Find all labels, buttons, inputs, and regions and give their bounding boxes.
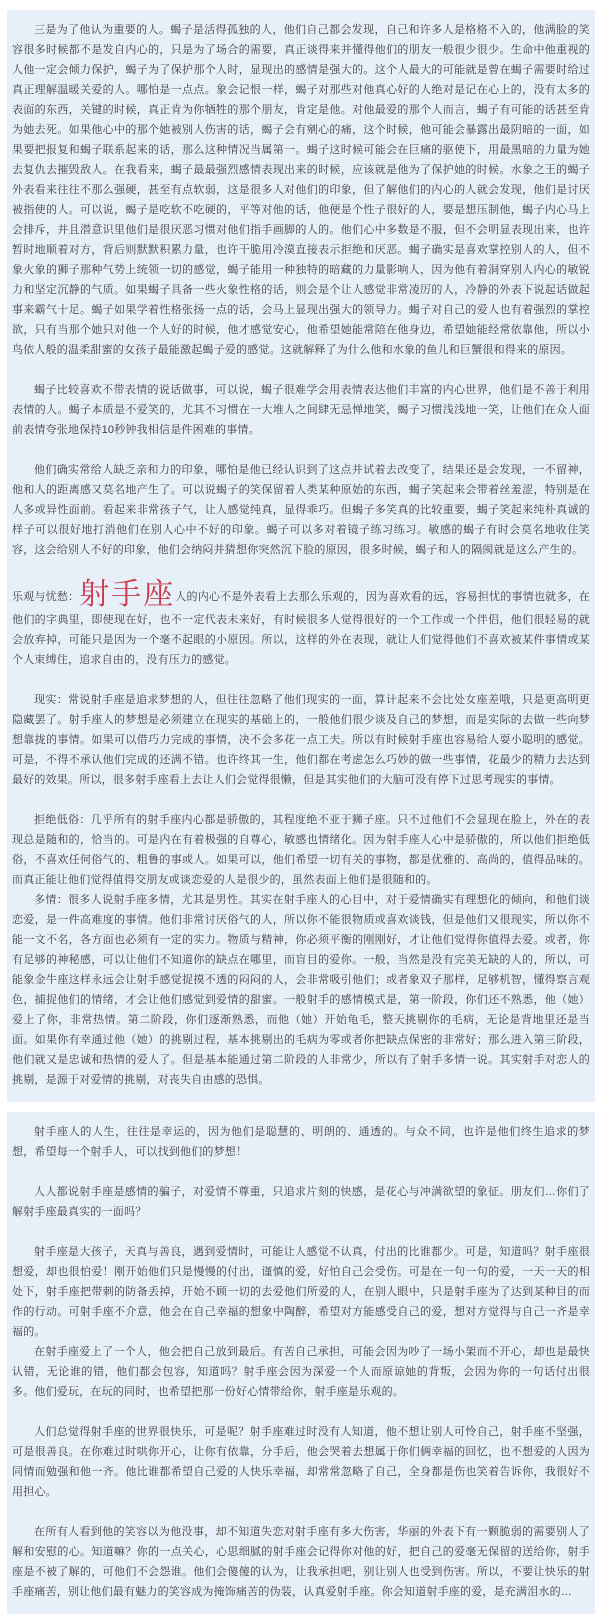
paragraph: 蝎子比较喜欢不带表情的说话做事，可以说，蝎子很难学会用表情表达他们丰富的内心世界，他们是不善于利用表情的人。蝎子本质是不爱笑的，尤其不习惯在一大堆人之间肆无忌惮地笑，蝎子习惯浅浅地一笑，让他们在众人面前表情夸张地保持10秒钟我相信是件困难的事情。 [12, 384, 590, 436]
paragraph-with-inline-heading [12, 580, 590, 670]
sagittarius-title: 射手座 [79, 578, 176, 611]
sagittarius-text-panel [7, 1112, 595, 1614]
paragraph: 人人都说射手座是感情的骗子，对爱情不尊重，只追求片刻的快感，是花心与冲满欲望的象征。朋友们…你们了解射手座最真实的一面吗？ [12, 1186, 590, 1218]
heading-prefix-label: 乐观与忧愁： [12, 591, 80, 603]
paragraph: 射手座人的人生，往往是幸运的，因为他们是聪慧的、明朗的、通透的。与众不同，也许是他们终生追求的梦想，希望每一个射手人，可以找到他们的梦想！ [12, 1126, 590, 1158]
paragraph: 拒绝低俗：几乎所有的射手座内心都是骄傲的，其程度绝不亚于狮子座。只不过他们不会显现在脸上，外在的表现总是随和的，恰当的。可是内在有着极强的自尊心，敏感也情绪化。因为射手座人心中是骄傲的，所以他们拒绝低俗，不喜欢任何俗气的、粗鲁的事或人。如果可以，他们希望一切有关的事物，都是优雅的、高尚的，值得品味的。而真正能让他们觉得值得交朋友或谈恋爱的人是很少的，虽然表面上他们是很随和的。 [12, 814, 590, 886]
paragraph-text: 人的内心不是外表看上去那么乐观的，因为喜欢看的远，容易担忧的事情也就多，在他们的字典里，即使现在好，也不一定代表未来好，有时候很多人觉得很好的一个工作或一个伴侣，他们很轻易的就会放弃掉，可能只是因为一个毫不起眼的小原因。所以，这样的外在表现，就让人们觉得他们不喜欢被某件事情或某个人束缚住，追求自由的，没有压力的感觉。 [12, 591, 591, 666]
paragraph: 三是为了他认为重要的人。蝎子是活得孤独的人，他们自己都会发现，自己和许多人是格格不入的，他满脸的笑容很多时候都不是发自内心的，只是为了场合的需要，真正谈得来并懂得他们的朋友一般很少很少。生命中他重视的人他一定会倾力保护，蝎子为了保护那个人时，显现出的感情是强大的。这个人最大的可能就是曾在蝎子需要时给过真正理解温暖关爱的人。哪怕是一点点。象会记恨一样，蝎子对那些对他真心好的人绝对是记在心上的，没有太多的表面的东西，关键的时候，真正肯为你牺牲的那个朋友，肯定是他。对他最爱的那个人而言，蝎子有可能的话甚至肯为她去死。如果他心中的那个她被别人伤害的话，蝎子会有剜心的痛，这个时候，他可能会暴露出最阴暗的一面，如果要把报复和蝎子联系起来的话，那么这种情况当属第一。蝎子这时候可能会在巨痛的驱使下，用最黑暗的力量为她去复仇去摧毁敌人。在我看来，蝎子最最强烈感情表现出来的时候，应该就是他为了保护她的时候。水象之王的蝎子外表看来往往不那么强硬，甚至有点软弱，这是很多人对他们的印象，但了解他们的内心的人就会发现，他们是讨厌被指使的人。可以说，蝎子是吃软不吃硬的，平等对他的话，他便是个性子很好的人，要是想压制他，蝎子内心马上会排斥，并且潜意识里他们是很厌恶习惯对他们指手画脚的人的。他们心中多数是不服，但不会明显表现出来，也许暂时地顺着对方，背后则默默积累力量，也许干脆用冷漠直接表示拒绝和厌恶。蝎子确实是喜欢掌控别人的人，但不象火象的狮子那种气势上统领一切的感觉，蝎子能用一种独特的暗藏的力量影响人，因为他有着洞穿别人内心的敏锐力和坚定沉静的气质。如果蝎子具备一些火象性格的话，则会是个让人感觉非常凌厉的人，冷静的外表下说起话做起事来霸气十足。蝎子如果学着性格张扬一点的话，会马上显现出强大的领导力。蝎子对自己的爱人也有着强烈的掌控欲，只有当那个她只对他一个人好的时候，他才感觉安心，他希望她能常陪在他身边，希望她能经常依靠他，所以小鸟依人般的温柔甜蜜的女孩子最能激起蝎子爱的感觉。这就解释了为什么他和水象的鱼儿和巨蟹很和得来的原因。 [12, 24, 590, 356]
paragraph: 他们确实常给人缺乏亲和力的印象，哪怕是他已经认识到了这点并试着去改变了，结果还是会发现，一不留神，他和人的距离感又莫名地产生了。可以说蝎子的笑保留着人类某种原始的东西，蝎子笑起来会带着丝羞涩，特别是在人多或异性面前。看起来非常孩子气，让人感觉纯真，显得乖巧。但蝎子多笑真的比较重要，蝎子笑起来纯朴真诚的样子可以很好地打消他们在别人心中不好的印象。蝎子可以多对着镜子练习练习。敏感的蝎子有时会莫名地收住笑容，这会给别人不好的印象，他们会纳闷并猜想你突然沉下脸的原因，很多时候，蝎子和人的隔阂就是这么产生的。 [12, 464, 590, 556]
paragraph: 在射手座爱上了一个人，他会把自己放到最后。有苦自己承担，可能会因为吵了一场小架而不开心，却也是最快认错，无论谁的错，他们都会包容，知道吗？射手座会因为深爱一个人而原谅她的背叛，会因为你的一句话付出很多。他们爱玩，在玩的同时，也希望把那一份好心情带给你，射手座是乐观的。 [12, 1346, 590, 1398]
scorpio-text-panel [7, 10, 595, 1102]
paragraph: 现实：常说射手座是追求梦想的人，但往往忽略了他们现实的一面，算计起来不会比处女座差哦，只是更高明更隐藏罢了。射手座人的梦想是必须建立在现实的基础上的，一般他们很少谈及自己的梦想，而是实际的去做一些向梦想靠拢的事情。如果可以借巧力完成的事情，决不会多花一点工夫。所以有时候射手座也容易给人耍小聪明的感觉。可是，不得不承认他们完成的还满不错。也许终其一生，他们都在考虑怎么巧妙的做一些事情，花最少的精力去达到最好的效果。所以，很多射手座看上去让人们会觉得很懒，但是其实他们的大脑可没有停下过思考现实的事情。 [12, 694, 590, 786]
paragraph: 射手座是大孩子，天真与善良，遇到爱情时，可能让人感觉不认真，付出的比谁都少。可是，知道吗？射手座很想爱，却也很怕爱！刚开始他们只是慢慢的付出，谨慎的爱，好怕自己会受伤。可是在一句一句的爱，一天一天的相处下，射手座把带刺的防备丢掉，开始不顾一切的去爱他们所爱的人，在别人眼中，只是射手座为了达到某种目的而作的行动。可射手座不介意，他会在自己幸福的想象中陶醉，希望对方能感受自己的爱，想对方觉得与自己一齐是幸福的。 [12, 1246, 590, 1338]
paragraph: 人们总觉得射手座的世界很快乐，可是呢？射手座难过时没有人知道，他不想让别人可怜自己，射手座不坚强，可是很善良。在你难过时哄你开心，让你有依靠，分手后，他会哭着去想属于你们俩幸福的回忆，也不想爱的人因为同情而勉强和他一齐。他比谁都希望自己爱的人快乐幸福，却常常忽略了自己，全身都是伤也笑着告诉你，我很好不用担心。 [12, 1426, 590, 1498]
paragraph: 在所有人看到他的笑容以为他没事，却不知道失恋对射手座有多大伤害，华丽的外表下有一颗脆弱的需要别人了解和安慰的心。知道嘛？你的一点关心，心思细腻的射手座会记得你对他的好，把自己的爱毫无保留的送给你，射手座是不被了解的，可他们不会怨谁。他们会傻傻的认为，让我承担吧，别让别人也受到伤害。所以，不要让快乐的射手座痛苦，别让他们最有魅力的笑容成为掩饰痛苦的伪装，认真爱射手座。你会知道射手座的爱，是充满泪水的… [12, 1526, 590, 1598]
paragraph: 多情：很多人说射手座多情，尤其是男性。其实在射手座人的心目中，对于爱情确实有理想化的倾向，和他们谈恋爱，是一件高难度的事情。他们非常讨厌俗气的人，所以你不能很物质或喜欢谈钱，但是他们又很现实，所以你不能一文不名，各方面也必须有一定的实力。物质与精神，你必须平衡的刚刚好，才让他们觉得你值得去爱。或者，你有足够的神秘感，可以让他们不知道你的缺点在哪里，而盲目的爱你。一般，当然是没有完美无缺的人的，所以，可能象金牛座这样永远会让射手感觉捉摸不透的闷闷的人，会非常吸引他们；或者象双子那样，足够机智，懂得察言观色，捕捉他们的情绪，才会让他们感觉到爱情的甜蜜。一般射手的感情模式是，第一阶段，你们还不熟悉，他（她）爱上了你，非常热情。第二阶段，你们逐渐熟悉，而他（她）开始龟毛，整天挑剔你的毛病，无论是背地里还是当面。如果你有幸通过他（她）的挑剔过程，基本挑剔出的毛病为零或者你把缺点保密的非常好；那么进入第三阶段，他们就又是忠诚和热情的爱人了。但是基本能通过第二阶段的人非常少，所以有了射手多情一说。其实射手对恋人的挑剔，是源于对爱情的挑剔，对丧失自由感的恐惧。 [12, 894, 590, 1086]
